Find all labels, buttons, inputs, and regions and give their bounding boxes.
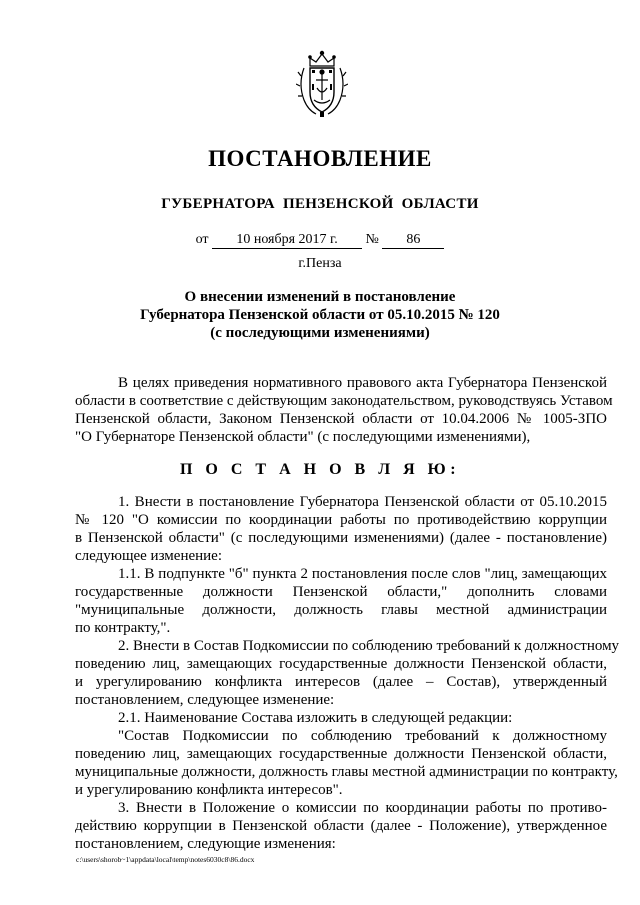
city: г.Пенза [298, 256, 342, 271]
text-line: № 120 "О комиссии по координации работы по противодействию коррупции [75, 512, 607, 528]
text-line: Пензенской области, Законом Пензенской области от 10.04.2006 № 1005-ЗПО [75, 411, 607, 427]
document-subtitle: ГУБЕРНАТОРА ПЕНЗЕНСКОЙ ОБЛАСТИ [161, 196, 479, 212]
text-line: по контракту,". [75, 620, 171, 636]
text-line: "муниципальные должности, должность главы местной администрации [75, 602, 607, 618]
number-prefix: № [365, 232, 379, 247]
document-title: ПОСТАНОВЛЕНИЕ [208, 146, 432, 171]
text-line: в Пензенской области" (с последующими изменениями) (далее - постановление) [75, 530, 607, 546]
text-line: "Состав Подкомиссии по соблюдению требований к должностному [118, 728, 607, 744]
text-line: муниципальные должности, должность главы местной администрации по контракту, [75, 764, 618, 780]
document-heading [0, 288, 640, 342]
heading-line: (с последующими изменениями) [210, 325, 430, 341]
text-line: государственные должности Пензенской области," дополнить словами [75, 584, 607, 600]
text-line: "О Губернаторе Пензенской области" (с последующими изменениями), [75, 429, 531, 445]
text-line: 2. Внести в Состав Подкомиссии по соблюдению требований к должностному [118, 638, 620, 654]
text-line: и урегулированию конфликта интересов". [75, 782, 343, 798]
date-prefix: от [195, 232, 209, 247]
text-line: области в соответствие с действующим законодательством, руководствуясь Уставом [75, 393, 613, 409]
coat-of-arms-icon [296, 50, 348, 118]
text-line: и урегулированию конфликта интересов (далее – Состав), утвержденный [75, 674, 607, 690]
text-line: поведению лиц, замещающих государственные должности Пензенской области, [75, 746, 607, 762]
heading-line: О внесении изменений в постановление [184, 289, 456, 305]
text-line: 1.1. В подпункте "б" пункта 2 постановления после слов "лиц, замещающих [118, 566, 607, 582]
text-line: 3. Внести в Положение о комиссии по координации работы по противо- [118, 800, 607, 816]
document-number: 86 [382, 232, 444, 249]
text-line: постановлением, следующие изменения: [75, 836, 336, 852]
document-body [75, 493, 620, 853]
decree-word: П О С Т А Н О В Л Я Ю: [179, 461, 461, 478]
text-line: 1. Внести в постановление Губернатора Пензенской области от 05.10.2015 [118, 494, 607, 510]
file-path-footer: c:\users\shorob~1\appdata\local\temp\notes6030c8\86.docx [76, 855, 255, 864]
text-line: действию коррупции в Пензенской области (далее - Положение), утвержденное [75, 818, 607, 834]
preamble [75, 374, 613, 446]
document-date: 10 ноября 2017 г. [212, 232, 362, 249]
text-line: 2.1. Наименование Состава изложить в следующей редакции: [118, 710, 513, 726]
heading-line: Губернатора Пензенской области от 05.10.2015 № 120 [140, 307, 500, 323]
date-number-line [0, 232, 640, 249]
text-line: постановлением, следующее изменение: [75, 692, 335, 708]
text-line: поведению лиц, замещающих государственные должности Пензенской области, [75, 656, 607, 672]
text-line: В целях приведения нормативного правового акта Губернатора Пензенской [118, 375, 607, 391]
text-line: следующее изменение: [75, 548, 223, 564]
